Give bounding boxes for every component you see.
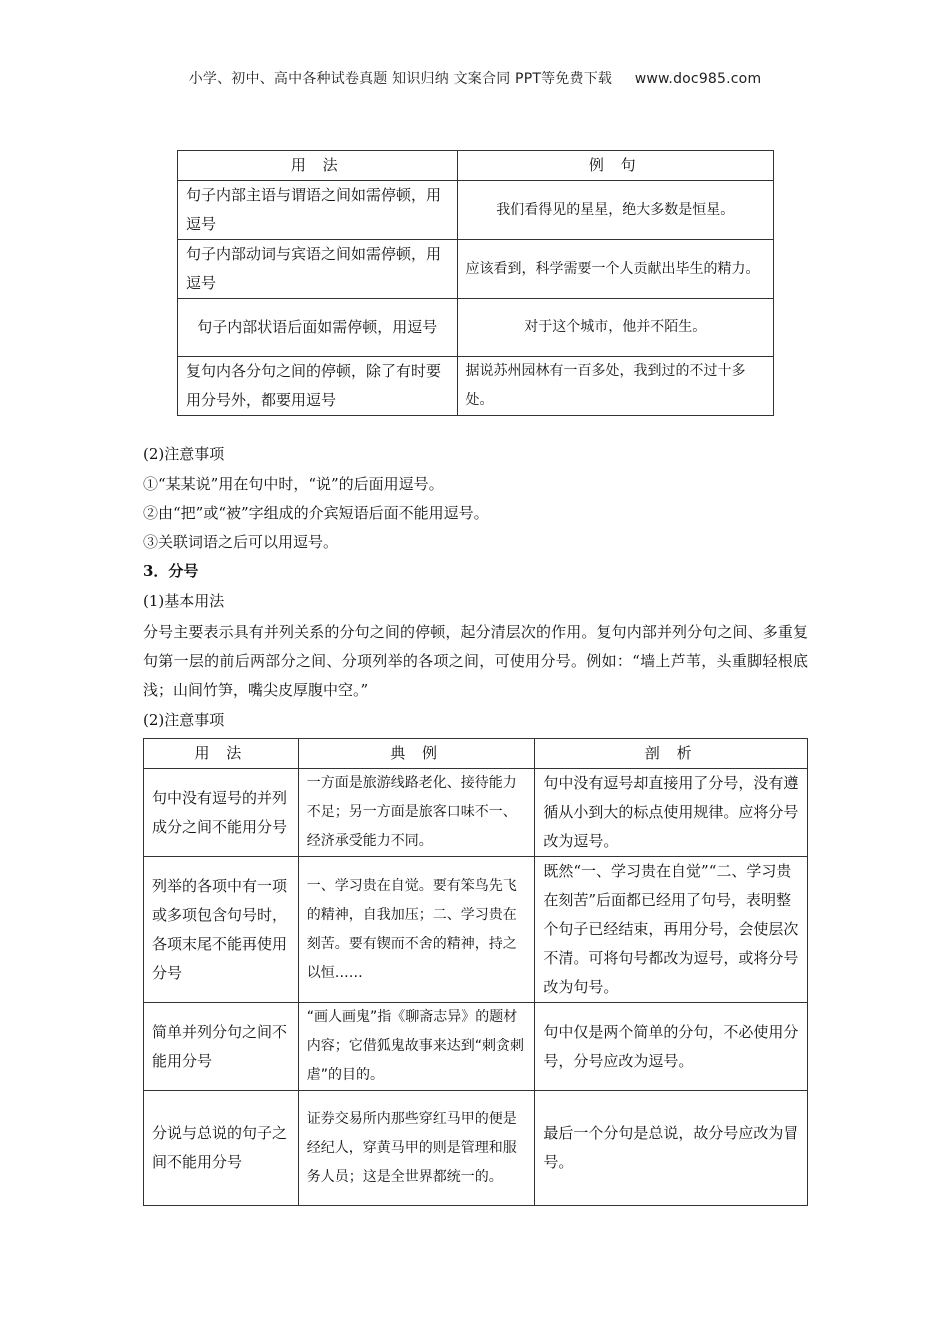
comma-usage-table: [177, 150, 774, 416]
table-header-row: [178, 151, 774, 181]
page-header: [0, 68, 950, 88]
section-title: 3．分号: [143, 562, 199, 580]
table-row: [178, 181, 774, 240]
example-cell: “画人画鬼”指《聊斋志异》的题材内容；它借狐鬼故事来达到“刺贪刺虐”的目的。: [298, 1003, 535, 1091]
notes-heading: (2)注意事项: [143, 445, 225, 463]
example-cell: 据说苏州园林有一百多处，我到过的不过十多处。: [457, 357, 773, 416]
usage-cell: 分说与总说的句子之间不能用分号: [144, 1091, 299, 1206]
header-url[interactable]: www.doc985.com: [634, 71, 762, 87]
note-item: ②由“把”或“被”字组成的介宾短语后面不能用逗号。: [143, 504, 489, 522]
table-row: [144, 1003, 808, 1091]
column-header-usage: 用 法: [144, 739, 299, 769]
example-cell: 我们看得见的星星，绝大多数是恒星。: [457, 181, 773, 240]
usage-cell: 句子内部主语与谓语之间如需停顿，用逗号: [178, 181, 458, 240]
note-item: ③关联词语之后可以用逗号。: [143, 533, 339, 551]
example-cell: 一、学习贵在自觉。要有笨鸟先飞的精神，自我加压；二、学习贵在刻苦。要有锲而不舍的精神，持之以恒……: [298, 857, 535, 1003]
usage-cell: 句子内部状语后面如需停顿，用逗号: [178, 299, 458, 357]
table-row: [178, 299, 774, 357]
table-row: [144, 857, 808, 1003]
table-row: [178, 240, 774, 299]
usage-cell: 复句内各分句之间的停顿，除了有时要用分号外，都要用逗号: [178, 357, 458, 416]
usage-cell: 句子内部动词与宾语之间如需停顿，用逗号: [178, 240, 458, 299]
header-text: 小学、初中、高中各种试卷真题 知识归纳 文案合同 PPT等免费下载: [188, 71, 613, 87]
analysis-cell: 句中没有逗号却直接用了分号，没有遵循从小到大的标点使用规律。应将分号改为逗号。: [535, 769, 808, 857]
table-row: [144, 769, 808, 857]
example-cell: 一方面是旅游线路老化、接待能力不足；另一方面是旅客口味不一、经济承受能力不同。: [298, 769, 535, 857]
example-cell: 应该看到，科学需要一个人贡献出毕生的精力。: [457, 240, 773, 299]
example-cell: 证券交易所内那些穿红马甲的便是经纪人，穿黄马甲的则是管理和服务人员；这是全世界都统一的。: [298, 1091, 535, 1206]
analysis-cell: 既然“一、学习贵在自觉”“二、学习贵在刻苦”后面都已经用了句号，表明整个句子已经结束，再用分号，会使层次不清。可将句号都改为逗号，或将分号改为句号。: [535, 857, 808, 1003]
usage-cell: 列举的各项中有一项或多项包含句号时，各项末尾不能再使用分号: [144, 857, 299, 1003]
table-row: [144, 1091, 808, 1206]
basic-usage-paragraph: 分号主要表示具有并列关系的分句之间的停顿，起分清层次的作用。复句内部并列分句之间、多重复句第一层的前后两部分之间、分项列举的各项之间，可使用分号。例如：“墙上芦苇，头重脚轻根底浅；山间竹笋，嘴尖皮厚腹中空。”: [143, 623, 808, 699]
analysis-cell: 最后一个分句是总说，故分号应改为冒号。: [535, 1091, 808, 1206]
table-row: [178, 357, 774, 416]
column-header-example: 典 例: [298, 739, 535, 769]
column-header-example: 例 句: [457, 151, 773, 181]
notes-heading-2: (2)注意事项: [143, 711, 225, 729]
semicolon-notes-table: [143, 738, 808, 1206]
basic-usage-heading: (1)基本用法: [143, 592, 225, 610]
note-item: ①“某某说”用在句中时，“说”的后面用逗号。: [143, 475, 444, 493]
example-cell: 对于这个城市，他并不陌生。: [457, 299, 773, 357]
column-header-analysis: 剖 析: [535, 739, 808, 769]
analysis-cell: 句中仅是两个简单的分句，不必使用分号，分号应改为逗号。: [535, 1003, 808, 1091]
usage-cell: 简单并列分句之间不能用分号: [144, 1003, 299, 1091]
table-header-row: [144, 739, 808, 769]
column-header-usage: 用 法: [178, 151, 458, 181]
usage-cell: 句中没有逗号的并列成分之间不能用分号: [144, 769, 299, 857]
